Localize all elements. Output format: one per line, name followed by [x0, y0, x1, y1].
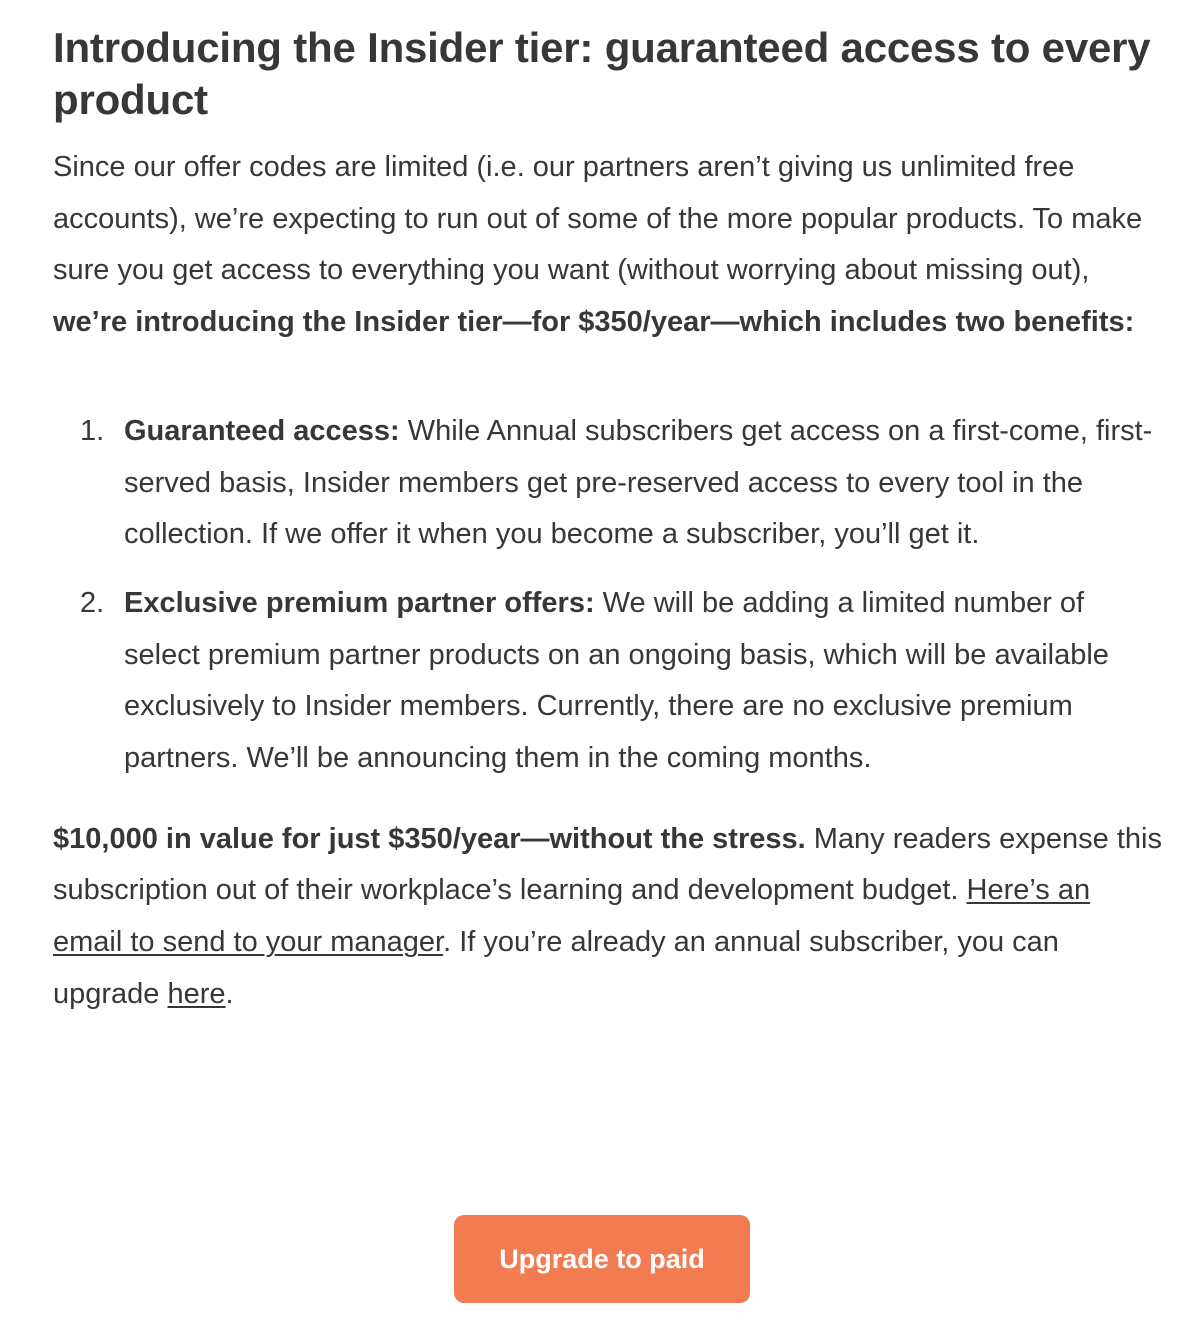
value-bold-text: $10,000 in value for just $350/year—without the stress.: [53, 822, 806, 855]
intro-text: Since our offer codes are limited (i.e. our partners aren’t giving us unlimited free accounts), we’re expecting to run out of some of the more popular products. To make sure you get access to everything you want (without worrying about missing out),: [53, 151, 1143, 287]
manager-email-link[interactable]: Here’s an email to send to your manager: [53, 874, 1091, 959]
page-title: Introducing the Insider tier: guaranteed access to every product: [53, 24, 1151, 123]
cta-container: [454, 1215, 750, 1303]
benefits-list: [53, 406, 1163, 785]
list-item-number: 2.: [80, 586, 105, 619]
value-text: Many readers expense this subscription out of their workplace’s learning and development budget.: [53, 822, 1162, 907]
value-paragraph: [53, 814, 1163, 1021]
list-item: [53, 406, 1163, 561]
upgrade-here-link[interactable]: here: [167, 977, 226, 1010]
list-item-title: Guaranteed access:: [124, 414, 400, 447]
value-text: . If you’re already an annual subscriber, you can upgrade: [53, 926, 1059, 1010]
list-item: [53, 578, 1163, 785]
value-text: .: [225, 977, 234, 1010]
list-item-text: We will be adding a limited number of select premium partner products on an ongoing basis, which will be available exclusively to Insider members. Currently, there are no exclusive premium partners. We’ll be announcing them in the coming months.: [124, 586, 1109, 775]
list-item-number: 1.: [80, 414, 105, 447]
list-item-title: Exclusive premium partner offers:: [124, 586, 595, 619]
upgrade-to-paid-button[interactable]: Upgrade to paid: [454, 1215, 750, 1303]
article-content: [53, 22, 1163, 1021]
intro-bold-text: we’re introducing the Insider tier—for $350/year—which includes two benefits:: [53, 306, 1135, 339]
list-item-text: While Annual subscribers get access on a first-come, first-served basis, Insider members get pre-reserved access to every tool in the collection. If we offer it when you become a subscriber, you’ll get it.: [124, 414, 1153, 551]
intro-paragraph: [53, 142, 1163, 349]
